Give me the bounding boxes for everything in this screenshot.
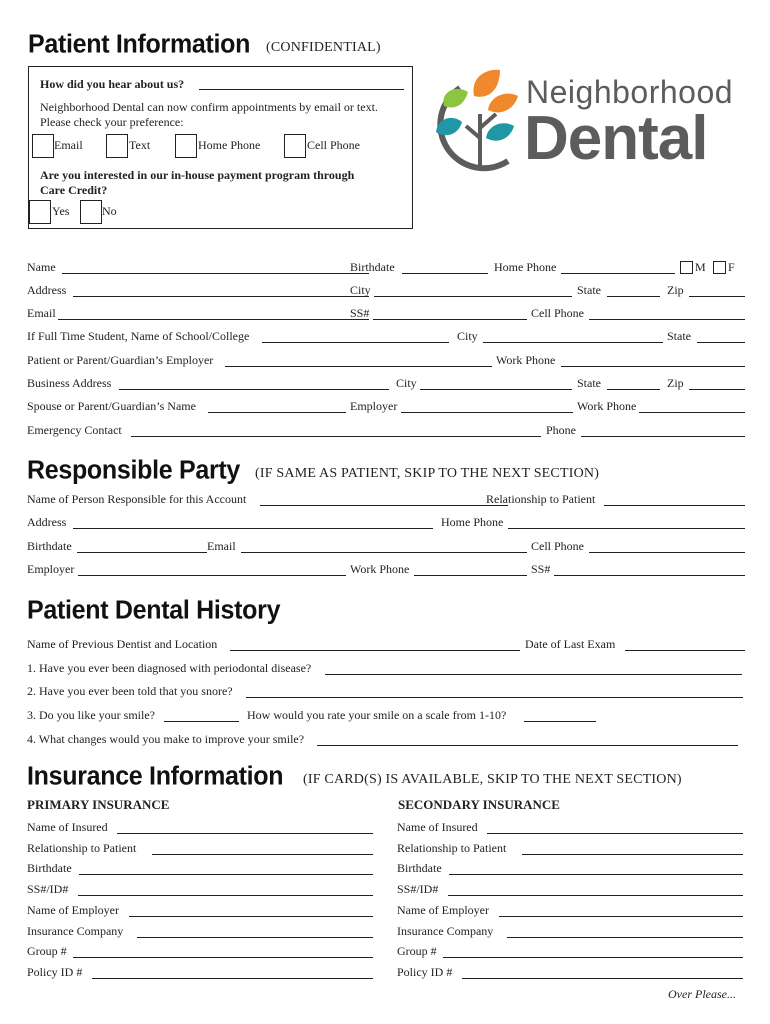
secondary-insurance-label: Birthdate	[397, 861, 442, 876]
secondary-insurance-field[interactable]	[462, 978, 743, 979]
emergency-contact-label: Emergency Contact	[27, 423, 122, 437]
insurance-title: Insurance Information	[27, 761, 284, 791]
business-city-field[interactable]	[420, 389, 572, 390]
text-pref-label: Text	[129, 138, 151, 152]
responsible-birthdate-label: Birthdate	[27, 539, 72, 553]
employer-label: Patient or Parent/Guardian’s Employer	[27, 353, 214, 367]
spouse-row	[27, 399, 747, 415]
student-city-field[interactable]	[483, 342, 663, 343]
previous-dentist-field[interactable]	[230, 650, 520, 651]
hear-answer-line[interactable]	[199, 89, 404, 90]
student-row	[27, 329, 747, 345]
cell-phone-label: Cell Phone	[531, 306, 584, 320]
previous-dentist-row	[27, 637, 747, 653]
email-field[interactable]	[58, 319, 369, 320]
confirm-note-line1: Neighborhood Dental can now confirm appointments by email or text.	[40, 100, 378, 114]
dental-history-title: Patient Dental History	[27, 595, 281, 625]
question-3b-label: How would you rate your smile on a scale from 1-10?	[247, 708, 507, 722]
insurance-subtitle: (IF CARD(S) IS AVAILABLE, SKIP TO THE NEXT SECTION)	[303, 772, 682, 787]
question-1-row	[27, 661, 747, 677]
secondary-insurance-row	[397, 944, 743, 960]
responsible-ssn-label: SS#	[531, 562, 551, 576]
secondary-insurance-label: Name of Insured	[397, 820, 478, 834]
address-field[interactable]	[73, 296, 369, 297]
primary-insurance-field[interactable]	[92, 978, 373, 979]
tree-logo-icon	[430, 66, 530, 176]
responsible-address-row	[27, 515, 747, 531]
question-3-row	[27, 708, 747, 724]
responsible-home-phone-label: Home Phone	[441, 515, 504, 529]
spouse-employer-field[interactable]	[401, 412, 573, 413]
male-label: M	[695, 260, 706, 274]
spouse-name-label: Spouse or Parent/Guardian’s Name	[27, 399, 196, 413]
secondary-insurance-field[interactable]	[487, 833, 743, 834]
business-address-label: Business Address	[27, 376, 112, 390]
secondary-insurance-row	[397, 841, 743, 857]
female-label: F	[728, 260, 735, 274]
business-address-row	[27, 376, 747, 392]
student-state-field[interactable]	[697, 342, 745, 343]
ssn-field[interactable]	[373, 319, 527, 320]
secondary-insurance-field[interactable]	[448, 895, 743, 896]
responsible-birthdate-field[interactable]	[77, 552, 207, 553]
business-zip-label: Zip	[667, 376, 684, 390]
question-3-label: 3. Do you like your smile?	[27, 708, 155, 722]
primary-insurance-row	[27, 882, 373, 898]
secondary-insurance-field[interactable]	[443, 957, 743, 958]
secondary-insurance-label: Name of Employer	[397, 902, 489, 917]
responsible-name-field[interactable]	[260, 505, 508, 506]
primary-insurance-label: Relationship to Patient	[27, 840, 137, 855]
responsible-relationship-label: Relationship to Patient	[486, 492, 596, 506]
secondary-insurance-label: Insurance Company	[397, 923, 494, 938]
name-label: Name	[27, 260, 56, 274]
secondary-insurance-label: Group #	[397, 944, 437, 959]
primary-insurance-row	[27, 861, 373, 877]
email-pref-label: Email	[54, 138, 83, 152]
work-phone-field[interactable]	[561, 366, 745, 367]
primary-insurance-label: Name of Employer	[27, 902, 119, 917]
name-field[interactable]	[62, 273, 369, 274]
secondary-insurance-label: SS#/ID#	[397, 882, 439, 897]
emergency-phone-field[interactable]	[581, 436, 745, 437]
primary-insurance-row	[27, 820, 373, 836]
employer-row	[27, 353, 747, 369]
text-pref-checkbox[interactable]	[106, 134, 128, 158]
primary-insurance-row	[27, 944, 373, 960]
responsible-employer-label: Employer	[27, 562, 75, 576]
city-field[interactable]	[374, 296, 572, 297]
patient-email-row	[27, 306, 747, 322]
patient-info-title: Patient Information	[28, 29, 251, 59]
male-checkbox[interactable]	[680, 261, 693, 274]
responsible-employer-field[interactable]	[78, 575, 346, 576]
question-2-row	[27, 684, 747, 700]
primary-insurance-row	[27, 965, 373, 981]
female-checkbox[interactable]	[713, 261, 726, 274]
state-field[interactable]	[607, 296, 660, 297]
responsible-work-phone-label: Work Phone	[350, 562, 410, 576]
question-4-field[interactable]	[317, 745, 738, 746]
question-2-field[interactable]	[246, 697, 743, 698]
student-school-label: If Full Time Student, Name of School/College	[27, 329, 250, 343]
spouse-work-phone-label: Work Phone	[577, 399, 637, 413]
payment-question-line1: Are you interested in our in-house payment program through	[40, 168, 355, 182]
secondary-insurance-row	[397, 965, 743, 981]
responsible-cell-phone-label: Cell Phone	[531, 539, 584, 553]
business-address-field[interactable]	[119, 389, 389, 390]
primary-insurance-heading: PRIMARY INSURANCE	[27, 797, 170, 812]
student-state-label: State	[667, 329, 691, 343]
responsible-name-row	[27, 492, 747, 508]
patient-address-row	[27, 283, 747, 299]
secondary-insurance-label: Policy ID #	[397, 964, 453, 979]
last-exam-field[interactable]	[625, 650, 745, 651]
business-zip-field[interactable]	[689, 389, 745, 390]
question-4-row	[27, 732, 747, 748]
patient-info-subtitle: (CONFIDENTIAL)	[266, 40, 381, 55]
address-label: Address	[27, 283, 67, 297]
payment-no-label: No	[102, 204, 117, 218]
secondary-insurance-field[interactable]	[507, 937, 743, 938]
responsible-ssn-field[interactable]	[554, 575, 745, 576]
cell-phone-pref-label: Cell Phone	[307, 138, 360, 152]
secondary-insurance-field[interactable]	[522, 854, 743, 855]
zip-field[interactable]	[689, 296, 745, 297]
primary-insurance-row	[27, 841, 373, 857]
spouse-name-field[interactable]	[208, 412, 346, 413]
spouse-work-phone-field[interactable]	[639, 412, 745, 413]
logo-word-neighborhood: Neighborhood	[526, 74, 734, 110]
spouse-employer-label: Employer	[350, 399, 398, 413]
secondary-insurance-heading: SECONDARY INSURANCE	[398, 797, 560, 812]
patient-name-row	[27, 260, 747, 276]
employer-field[interactable]	[225, 366, 492, 367]
responsible-home-phone-field[interactable]	[508, 528, 745, 529]
question-4-label: 4. What changes would you make to improve your smile?	[27, 732, 305, 746]
secondary-insurance-field[interactable]	[499, 916, 743, 917]
cell-phone-pref-checkbox[interactable]	[284, 134, 306, 158]
responsible-cell-phone-field[interactable]	[589, 552, 745, 553]
over-please-note: Over Please...	[668, 987, 736, 1001]
primary-insurance-row	[27, 924, 373, 940]
primary-insurance-row	[27, 903, 373, 919]
hear-question: How did you hear about us?	[40, 77, 185, 91]
secondary-insurance-row	[397, 924, 743, 940]
responsible-party-title: Responsible Party	[27, 455, 241, 485]
secondary-insurance-label: Relationship to Patient	[397, 840, 507, 855]
secondary-insurance-field[interactable]	[449, 874, 743, 875]
primary-insurance-label: Birthdate	[27, 861, 72, 876]
responsible-address-label: Address	[27, 515, 67, 529]
hear-about-box	[28, 66, 413, 229]
payment-no-checkbox[interactable]	[80, 200, 102, 224]
primary-insurance-field[interactable]	[73, 957, 373, 958]
primary-insurance-label: Name of Insured	[27, 820, 108, 834]
question-3-field[interactable]	[164, 721, 239, 722]
primary-insurance-field[interactable]	[137, 937, 373, 938]
emergency-row	[27, 423, 747, 439]
primary-insurance-label: Policy ID #	[27, 964, 83, 979]
responsible-birthdate-row	[27, 539, 747, 555]
primary-insurance-label: Insurance Company	[27, 923, 124, 938]
home-phone-pref-checkbox[interactable]	[175, 134, 197, 158]
responsible-name-label: Name of Person Responsible for this Account	[27, 492, 247, 506]
emergency-contact-field[interactable]	[131, 436, 541, 437]
secondary-insurance-row	[397, 882, 743, 898]
primary-insurance-field[interactable]	[117, 833, 373, 834]
ssn-label: SS#	[350, 306, 370, 320]
question-1-field[interactable]	[325, 674, 742, 675]
zip-label: Zip	[667, 283, 684, 297]
city-label: City	[350, 283, 371, 297]
primary-insurance-field[interactable]	[129, 916, 373, 917]
business-state-field[interactable]	[607, 389, 660, 390]
payment-question-line2: Care Credit?	[40, 183, 108, 197]
previous-dentist-label: Name of Previous Dentist and Location	[27, 637, 218, 651]
email-pref-checkbox[interactable]	[32, 134, 54, 158]
business-state-label: State	[577, 376, 601, 390]
responsible-relationship-field[interactable]	[604, 505, 745, 506]
home-phone-field[interactable]	[561, 273, 675, 274]
student-city-label: City	[457, 329, 478, 343]
secondary-insurance-row	[397, 861, 743, 877]
responsible-work-phone-field[interactable]	[414, 575, 527, 576]
neighborhood-dental-logo	[430, 66, 742, 176]
responsible-party-subtitle: (IF SAME AS PATIENT, SKIP TO THE NEXT SECTION)	[255, 466, 600, 481]
primary-insurance-field[interactable]	[152, 854, 373, 855]
primary-insurance-label: SS#/ID#	[27, 882, 69, 897]
payment-yes-label: Yes	[52, 204, 70, 218]
email-label: Email	[27, 306, 56, 320]
work-phone-label: Work Phone	[496, 353, 556, 367]
question-3b-field[interactable]	[524, 721, 596, 722]
primary-insurance-field[interactable]	[79, 874, 373, 875]
responsible-email-label: Email	[207, 539, 236, 553]
secondary-insurance-row	[397, 903, 743, 919]
responsible-address-field[interactable]	[73, 528, 433, 529]
student-school-field[interactable]	[262, 342, 449, 343]
primary-insurance-field[interactable]	[78, 895, 373, 896]
birthdate-field[interactable]	[402, 273, 488, 274]
emergency-phone-label: Phone	[546, 423, 576, 437]
business-city-label: City	[396, 376, 417, 390]
primary-insurance-label: Group #	[27, 944, 67, 959]
payment-yes-checkbox[interactable]	[29, 200, 51, 224]
home-phone-pref-label: Home Phone	[198, 138, 261, 152]
cell-phone-field[interactable]	[589, 319, 745, 320]
last-exam-label: Date of Last Exam	[525, 637, 616, 651]
state-label: State	[577, 283, 601, 297]
secondary-insurance-row	[397, 820, 743, 836]
birthdate-label: Birthdate	[350, 260, 395, 274]
question-2-label: 2. Have you ever been told that you snore?	[27, 684, 233, 698]
responsible-employer-row	[27, 562, 747, 578]
home-phone-label: Home Phone	[494, 260, 557, 274]
confirm-note-line2: Please check your preference:	[40, 115, 184, 129]
question-1-label: 1. Have you ever been diagnosed with periodontal disease?	[27, 661, 312, 675]
logo-word-dental: Dental	[524, 104, 708, 173]
responsible-email-field[interactable]	[241, 552, 527, 553]
